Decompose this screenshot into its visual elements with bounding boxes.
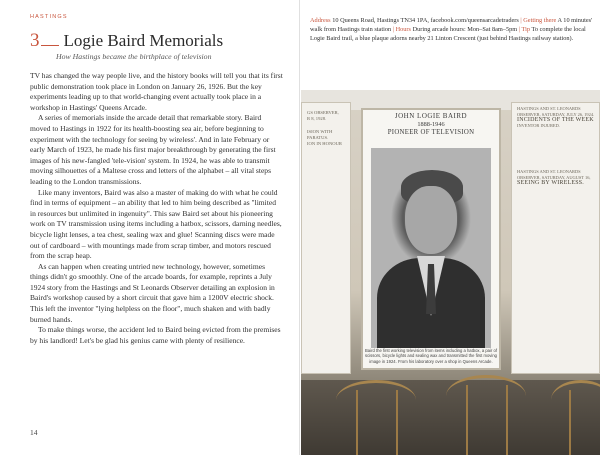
- board-line: PARATUS.: [307, 134, 329, 140]
- stool: [336, 380, 416, 420]
- paragraph: To make things worse, the accident led to Baird being evicted from the premises by his landlord! Let's be glad his genius came with plenty of resilience.: [30, 325, 281, 345]
- separator: |: [518, 26, 520, 34]
- stool-leg: [569, 390, 571, 455]
- stool: [551, 380, 600, 420]
- separator: |: [520, 17, 522, 24]
- paragraph: As can happen when creating untried new technology, however, sometimes things didn't go smoothly. One of the arcade boards, for example, reprints a July 1924 story from the Hastings and St Leonards Observer detailing an explosion in Baird's workshop caused by a short circuit that gave him a 1200V electric shock. This left the inventor "lying helpless on the floor", much shaken and with badly burned hands.: [30, 261, 275, 324]
- portrait-caption: Baird the first working television from items including a hatbox, a pair of scissors, bicycle lights and sealing wax and transmitted the first moving image in 1924. From his laboratory over a shop in Queens Arcade.: [365, 348, 497, 364]
- baird-portrait: [371, 148, 491, 348]
- chapter-rule: [41, 45, 59, 46]
- address-label: Address: [310, 17, 331, 24]
- stool-leg: [466, 385, 468, 455]
- portrait-heading: [363, 112, 499, 136]
- portrait-name: JOHN LOGIE BAIRD: [394, 112, 468, 120]
- left-board-text: [307, 110, 347, 147]
- portrait-role: PIONEER OF TELEVISION: [387, 129, 475, 136]
- separator: |: [392, 26, 394, 34]
- right-board-text: [517, 106, 597, 187]
- hours-value: During arcade hours: Mon–Sat 8am–5pm: [412, 26, 518, 34]
- address-value: 10 Queens Road, Hastings TN34 1PA, facebook.com/queensarcadetraders: [332, 17, 519, 24]
- visitor-info: [310, 16, 594, 44]
- page-title: Logie Baird Memorials: [63, 31, 224, 50]
- tip-label: Tip: [521, 26, 530, 34]
- stool-leg: [396, 390, 398, 455]
- page-subtitle: How Hastings became the birthplace of television: [56, 52, 212, 61]
- running-head: HASTINGS: [30, 14, 68, 20]
- tip-value: To complete the local Logie Baird trail, a blue plaque adorns nearby 21 Linton Crescent (just behind Hastings railway station).: [310, 26, 586, 43]
- chapter-number: 3: [30, 30, 40, 51]
- hours-label: Hours: [395, 26, 411, 34]
- board-heading: SEEING BY WIRELESS.: [517, 179, 584, 186]
- stool-leg: [356, 390, 358, 455]
- getting-there-value: A 10 minutes' walk from Hastings train station: [310, 17, 593, 34]
- board-line: ION IN HONOUR: [307, 141, 342, 147]
- stool-leg: [506, 385, 508, 455]
- article-body: [30, 71, 283, 346]
- paragraph: Like many inventors, Baird was also a master of making do with what he could find in terms of equipment – an ability that led to him being described as "limited in resources but unlimited in ingenuity". This saw Baird set about his pioneering work on TV transmission using items including a hatbox, scissors, darning needles, bicycle light lenses, a tea chest, sealing wax and glue! Scanning discs were made out of cardboard – with mountings made from scrap timber, and motors rescued from the scrap heap.: [30, 187, 282, 261]
- paragraph: A series of memorials inside the arcade detail that remarkable story. Baird moved to Hastings in 1922 for its health-boosting sea air, before beginning to experiment with the technology for seeing by wireless'. And in late February or early March of 1923, he made his first major breakthrough by generating the first images of his new-fangled 'tele-vision' system. In 1924, he was able to transmit moving silhouettes of a Maltese cross and letters of the alphabet – all vital steps leading to the London transmissions.: [30, 113, 276, 186]
- portrait-dates: 1888-1946: [417, 121, 445, 128]
- paragraph: TV has changed the way people live, and the history books will tell you that its first public demonstration took place in London on January 26, 1926. But the key experiments leading up to that world-changing event actually took place in a workshop in Hastings' Queens Arcade.: [30, 71, 283, 112]
- board-line: HASTINGS AND ST. LEONARDS OBSERVER, SATURDAY, JULY 26, 1924.: [517, 106, 595, 117]
- stool: [446, 375, 526, 417]
- board-line: GS OBSERVER,: [307, 110, 339, 115]
- board-heading: INCIDENTS OF THE WEEK: [517, 116, 594, 123]
- board-line: R 8, 1928.: [307, 116, 327, 122]
- board-line: HASTINGS AND ST. LEONARDS OBSERVER, SATURDAY, AUGUST 16,: [517, 169, 591, 180]
- portrait-face: [405, 186, 457, 254]
- board-line: INVENTOR INJURED.: [517, 123, 560, 129]
- board-line: ISION WITH: [307, 128, 333, 134]
- board-spacer: [517, 129, 597, 169]
- chapter-heading: [30, 30, 223, 52]
- getting-there-label: Getting there: [523, 17, 557, 24]
- memorial-photo: [301, 90, 600, 455]
- page-number: 14: [30, 428, 38, 437]
